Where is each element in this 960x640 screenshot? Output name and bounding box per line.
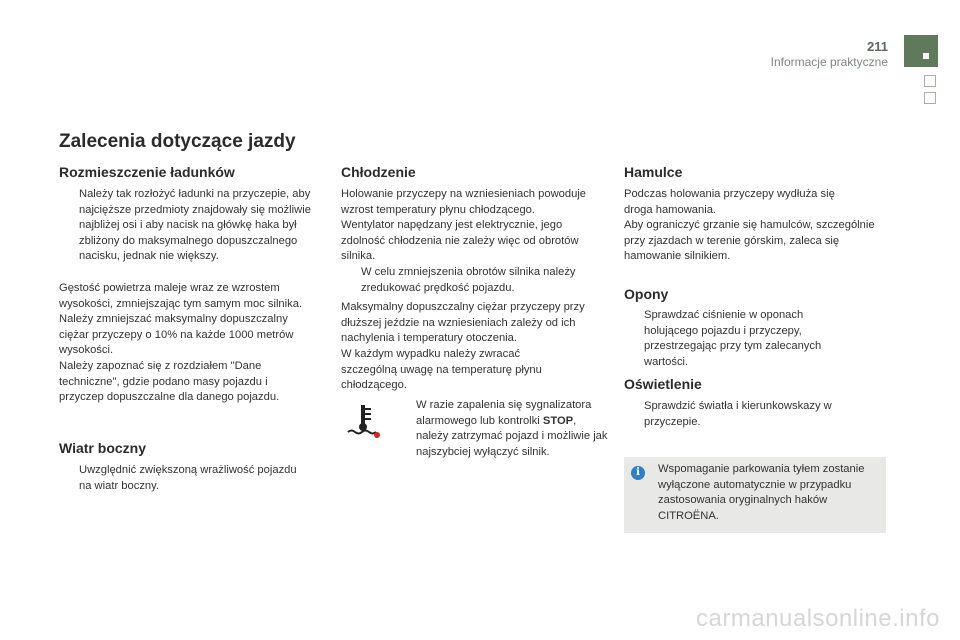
page-number: 211: [867, 39, 888, 54]
section-tab: [904, 35, 938, 67]
heading-lighting: Oświetlenie: [624, 376, 702, 392]
alarm-text-after: , należy zatrzymać pojazd i możliwie jak najszybciej wyłączyć silnik.: [416, 414, 608, 458]
para-cooling-3: Maksymalny dopuszczalny ciężar przyczepy przy dłuższej jeździe na wzniesieniach zależy od ich nachylenia i temperatury otoczenia.: [341, 301, 585, 345]
para-cooling-1: Holowanie przyczepy na wzniesieniach powoduje wzrost temperatury płynu chłodzącego.: [341, 188, 587, 216]
bullet-lights-text: Sprawdzić światła i kierunkowskazy w przyczepie.: [644, 400, 832, 428]
bullet-wind: [59, 463, 299, 494]
page-title: Zalecenia dotyczące jazdy: [59, 131, 296, 152]
para-tech-data: Należy zapoznać się z rozdziałem "Dane techniczne", gdzie podano masy pojazdu i przyczep dopuszczalne dla danego pojazdu.: [59, 360, 280, 404]
bullet-tyres-text: Sprawdzać ciśnienie w oponach holującego pojazdu i przyczepy, przestrzegając przy tym zalecanych wartości.: [644, 309, 822, 368]
bullet-wind-text: Uwzględnić zwiększoną wrażliwość pojazdu na wiatr boczny.: [79, 464, 297, 492]
coolant-temperature-icon: [345, 403, 381, 439]
bullet-load: [59, 187, 321, 265]
alarm-text-before: W razie zapalenia się sygnalizatora alarmowego lub kontrolki: [416, 399, 592, 427]
heading-tyres: Opony: [624, 286, 669, 302]
bullet-lights: [624, 399, 874, 430]
heading-cooling: Chłodzenie: [341, 164, 416, 180]
info-note-text: Wspomaganie parkowania tyłem zostanie wyłączone automatycznie w przypadku zastosowania oryginalnych haków CITROËNA.: [658, 463, 865, 522]
info-note: [624, 457, 886, 533]
heading-load-distribution: Rozmieszczenie ładunków: [59, 164, 235, 180]
heading-brakes: Hamulce: [624, 164, 683, 180]
info-icon: i: [631, 466, 645, 480]
tab-indicator-1: [924, 75, 936, 87]
para-air-density: Gęstość powietrza maleje wraz ze wzrostem wysokości, zmniejszając tym samym moc silnika. Należy zmniejszać maksymalny dopuszczalny ciężar przyczepy o 10% na każde 1000 metrów wysokości.: [59, 282, 303, 357]
bullet-cooling-text: W celu zmniejszenia obrotów silnika należy zredukować prędkość pojazdu.: [361, 266, 576, 294]
tab-indicator-2: [924, 92, 936, 104]
bullet-load-text: Należy tak rozłożyć ładunki na przyczepie, aby najcięższe przedmioty znajdowały się możliwie najbliżej osi i aby nacisk na główkę haka był zbliżony do maksymalnego dopuszczalnego nacisku, jednak nie większy.: [79, 188, 311, 263]
bullet-cooling: [341, 265, 606, 296]
watermark: carmanualsonline.info: [696, 605, 940, 632]
tab-marker: [923, 53, 929, 59]
bullet-tyres: [624, 308, 859, 370]
bullet-alarm: [396, 398, 611, 460]
para-brakes-2: Aby ograniczyć grzanie się hamulców, szczególnie przy zjazdach w terenie górskim, zaleca się hamowanie silnikiem.: [624, 219, 875, 263]
heading-crosswind: Wiatr boczny: [59, 440, 146, 456]
stop-label: STOP: [542, 414, 574, 427]
para-cooling-4: W każdym wypadku należy zwracać szczególną uwagę na temperaturę płynu chłodzącego.: [341, 348, 542, 392]
para-cooling-2: Wentylator napędzany jest elektrycznie, jego zdolność chłodzenia nie zależy więc od obrotów silnika.: [341, 219, 579, 263]
para-brakes-1: Podczas holowania przyczepy wydłuża się droga hamowania.: [624, 188, 835, 216]
section-title: Informacje praktyczne: [770, 55, 888, 69]
